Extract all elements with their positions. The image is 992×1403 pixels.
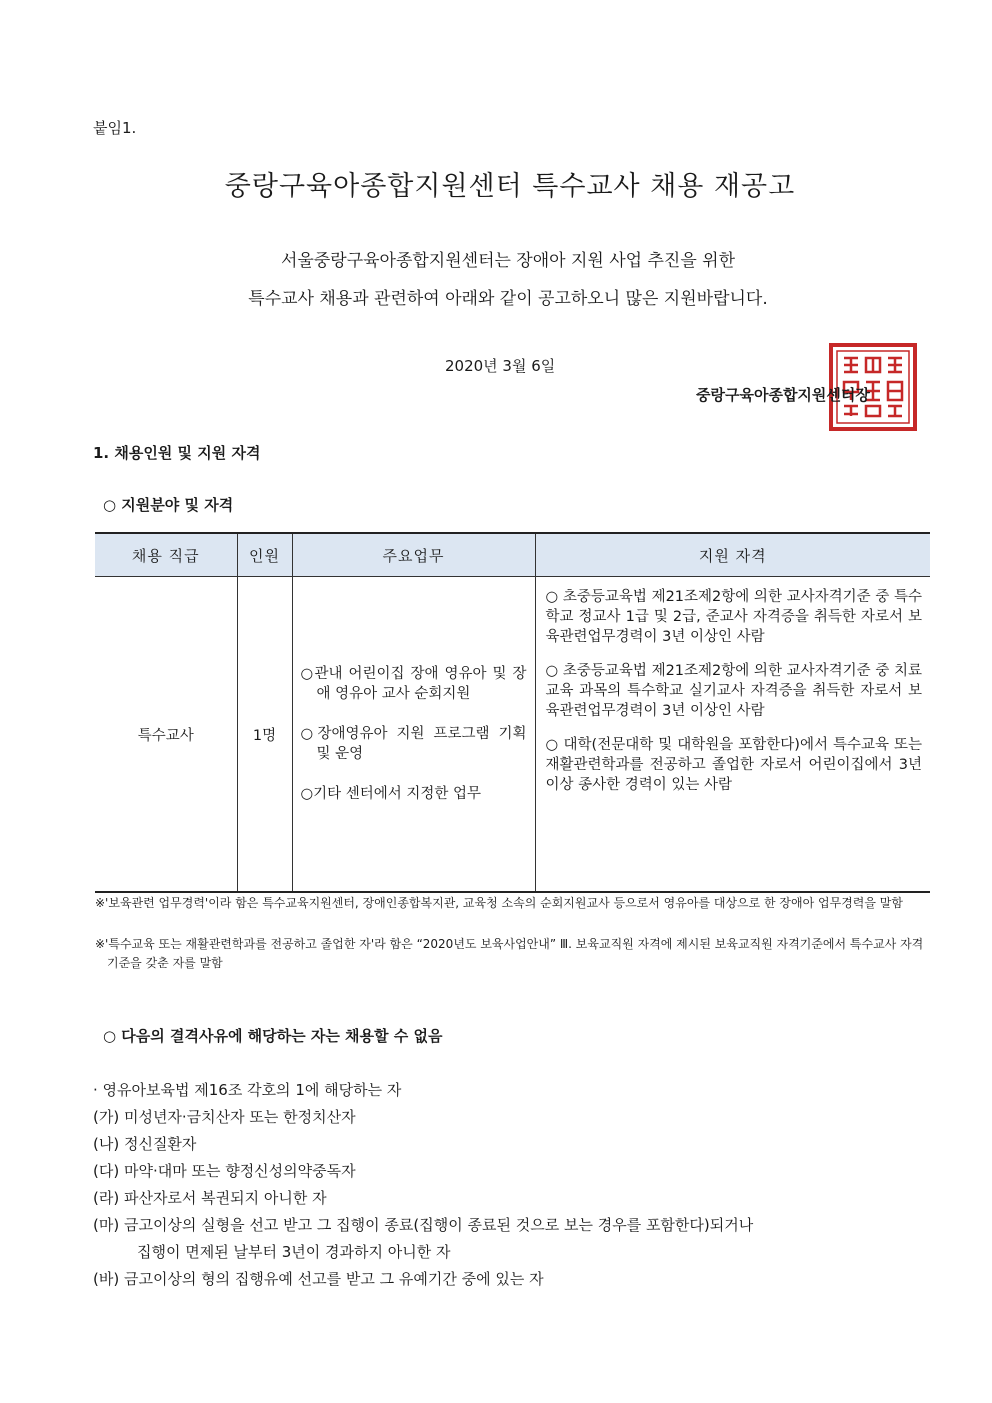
cell-position: 특수교사 — [95, 577, 237, 893]
list-item: (바) 금고이상의 형의 집행유예 선고를 받고 그 유예기간 중에 있는 자 — [93, 1270, 544, 1288]
signer-name: 중랑구육아종합지원센터장 — [696, 386, 870, 404]
cell-duties — [292, 577, 535, 893]
duty-item: ○관내 어린이집 장애 영유아 및 장애 영유아 교사 순회지원 — [300, 666, 527, 702]
duty-item: ○기타 센터에서 지정한 업무 — [300, 786, 482, 802]
sub-heading-qualifications: ○ 지원분야 및 자격 — [103, 496, 234, 514]
qualification-item: ○ 대학(전문대학 및 대학원을 포함한다)에서 특수교육 또는 재활관련학과를 전공하고 졸업한 자로서 어린이집에서 3년 이상 종사한 경력이 있는 사람 — [545, 737, 922, 793]
list-item: (가) 미성년자·금치산자 또는 한정치산자 — [93, 1108, 356, 1126]
header-position: 채용 직급 — [95, 533, 237, 577]
list-item: (다) 마약·대마 또는 향정신성의약중독자 — [93, 1162, 356, 1180]
cell-count: 1명 — [237, 577, 292, 893]
list-item: (마) 금고이상의 실형을 선고 받고 그 집행이 종료(집행이 종료된 것으로 보는 경우를 포함한다)되거나 — [93, 1216, 754, 1234]
table-header-row — [95, 533, 930, 577]
qualification-item: ○ 초중등교육법 제21조제2항에 의한 교사자격기준 중 치료교육 과목의 특수학교 실기교사 자격증을 취득한 자로서 보육관련업무경력이 3년 이상인 사람 — [545, 663, 922, 719]
announcement-date: 2020년 3월 6일 — [445, 357, 556, 375]
section-heading-recruitment: 1. 채용인원 및 지원 자격 — [93, 444, 261, 462]
intro-line-2: 특수교사 채용과 관련하여 아래와 같이 공고하오니 많은 지원바랍니다. — [248, 289, 768, 309]
table-row — [95, 577, 930, 893]
cell-qualifications — [535, 577, 930, 893]
sub-heading-disqualifications: ○ 다음의 결격사유에 해당하는 자는 채용할 수 없음 — [103, 1027, 443, 1045]
list-item: (나) 정신질환자 — [93, 1135, 197, 1153]
list-item-continuation: 집행이 면제된 날부터 3년이 경과하지 아니한 자 — [137, 1243, 451, 1261]
footnote-major: ※'특수교육 또는 재활관련학과를 전공하고 졸업한 자'라 함은 “2020년도 보육사업안내” Ⅲ. 보육교직원 자격에 제시된 보육교직원 자격기준에서 특수교사 자격기준을 갖춘 자를 말함 — [95, 937, 924, 970]
duty-item: ○장애영유아 지원 프로그램 기획 및 운영 — [300, 726, 527, 762]
intro-line-1: 서울중랑구육아종합지원센터는 장애아 지원 사업 추진을 위한 — [281, 251, 735, 271]
list-intro: · 영유아보육법 제16조 각호의 1에 해당하는 자 — [93, 1081, 402, 1099]
header-qualifications: 지원 자격 — [535, 533, 930, 577]
page-title: 중랑구육아종합지원센터 특수교사 채용 재공고 — [224, 171, 796, 202]
header-duties: 주요업무 — [292, 533, 535, 577]
qualification-item: ○ 초중등교육법 제21조제2항에 의한 교사자격기준 중 특수학교 정교사 1급 및 2급, 준교사 자격증을 취득한 자로서 보육관련업무경력이 3년 이상인 사람 — [545, 589, 922, 645]
footnote-work-experience: ※'보육관련 업무경력'이라 함은 특수교육지원센터, 장애인종합복지관, 교육청 소속의 순회지원교사 등으로서 영유아를 대상으로 한 장애아 업무경력을 말함 — [95, 896, 903, 910]
list-item: (라) 파산자로서 복권되지 아니한 자 — [93, 1189, 327, 1207]
attachment-label: 붙임1. — [93, 119, 137, 137]
header-count: 인원 — [237, 533, 292, 577]
recruitment-table — [95, 532, 930, 893]
disqualification-list — [93, 1077, 753, 1293]
